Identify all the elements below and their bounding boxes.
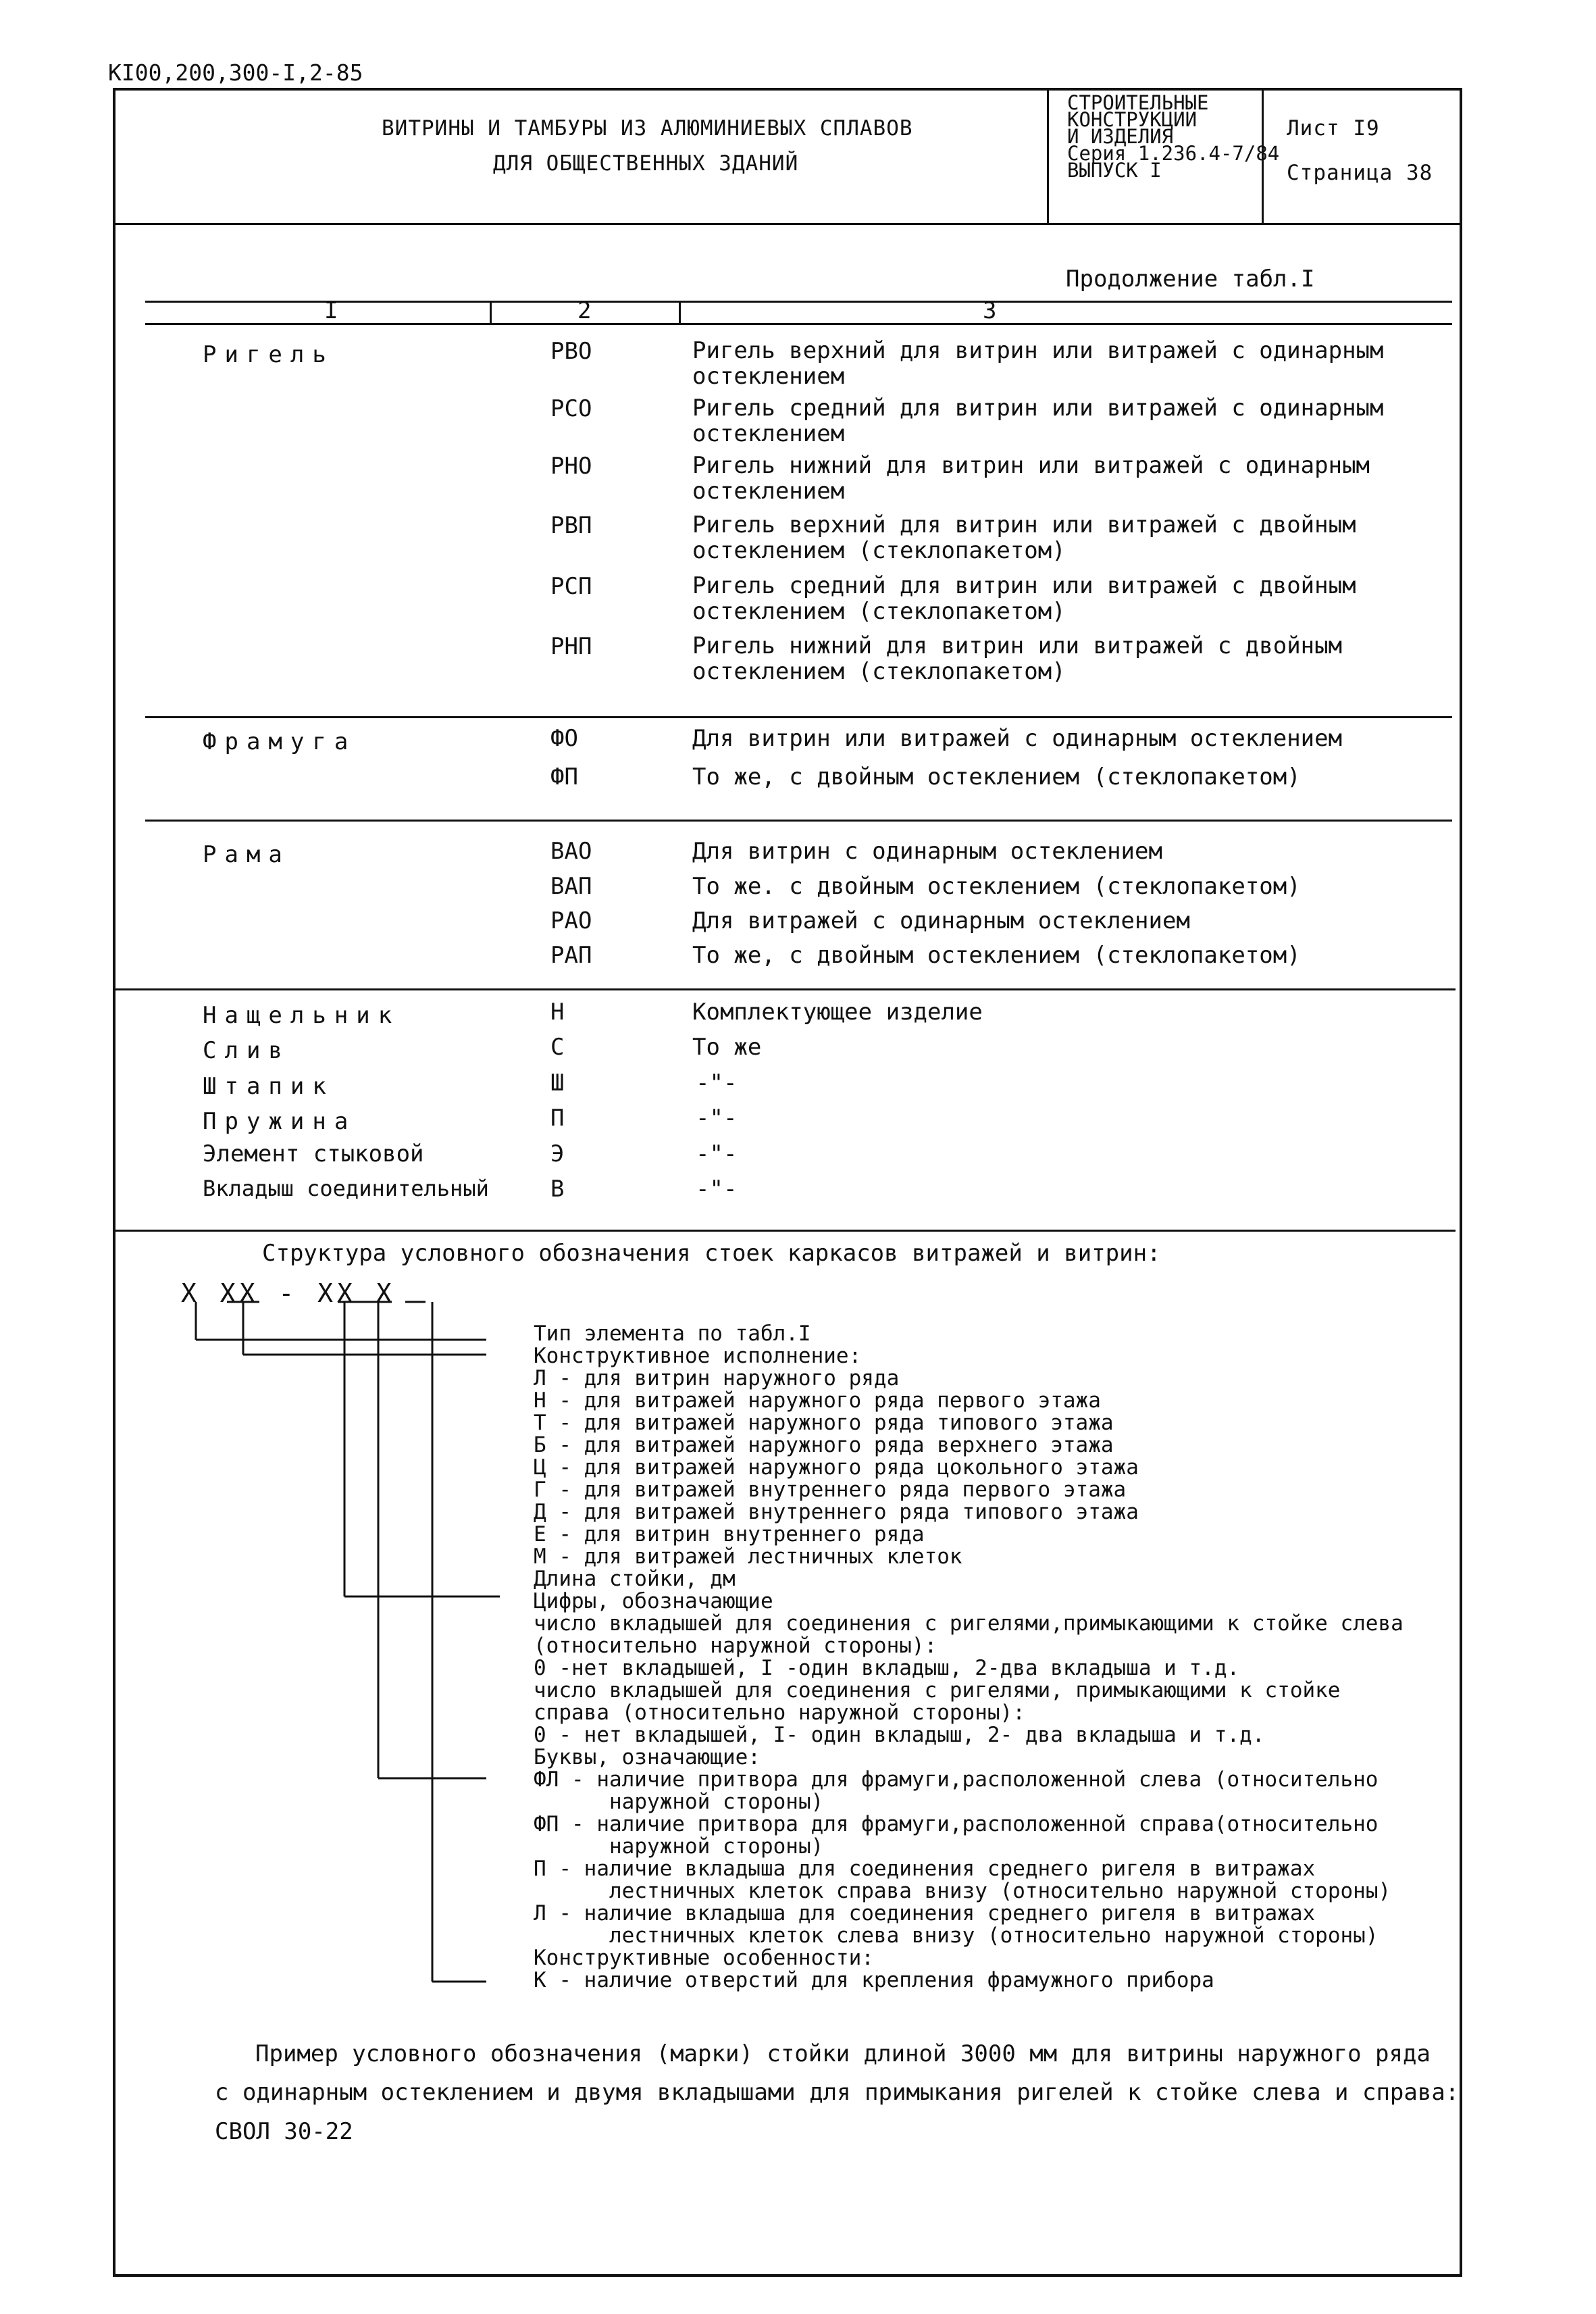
item-code: РАП [550, 942, 592, 969]
item-code: ВАО [550, 838, 592, 865]
example-line-3: СВОЛ 30-22 [215, 2118, 353, 2145]
item-description: То же, с двойным остеклением (стеклопакетом) [692, 763, 1301, 790]
item-code: ВАП [550, 873, 592, 900]
item-label: Пружина [203, 1108, 357, 1135]
item-code: РАО [550, 907, 592, 934]
legend-line: ФЛ - наличие притвора для фрамуги,расположенной слева (относительно [534, 1767, 1379, 1792]
group-separator [145, 716, 1452, 718]
item-code: РВП [550, 512, 592, 539]
series-line: Серия 1.236.4-7/84 [1067, 142, 1280, 165]
item-description: -"- [696, 1070, 738, 1097]
item-description: Для витрин с одинарным остеклением [692, 838, 1162, 865]
item-label: Штапик [203, 1073, 334, 1100]
item-description: Ригель нижний для витрин или витражей с одинарным остеклением [692, 452, 1370, 505]
item-code: РНО [550, 453, 592, 480]
legend-line: Длина стойки, дм [534, 1567, 736, 1591]
title-block-bottom-rule [113, 223, 1462, 225]
item-description: Ригель средний для витрин или витражей с одинарным остеклением [692, 395, 1384, 447]
legend-line: П - наличие вкладыша для соединения среднего ригеля в витражах [534, 1857, 1316, 1881]
legend-line: лестничных клеток слева внизу (относительно наружной стороны) [609, 1923, 1379, 1948]
legend-line: Цифры, обозначающие [534, 1589, 773, 1613]
legend-line: наружной стороны) [609, 1834, 824, 1859]
document-code: КI00,200,300-I,2-85 [108, 59, 363, 86]
table-header-bottom-rule [145, 323, 1452, 325]
column-number-2: 2 [577, 297, 592, 324]
legend-line: Н - для витражей наружного ряда первого этажа [534, 1388, 1101, 1413]
legend-line: М - для витражей лестничных клеток [534, 1544, 962, 1569]
title-line-1: ВИТРИНЫ И ТАМБУРЫ ИЗ АЛЮМИНИЕВЫХ СПЛАВОВ [382, 116, 913, 141]
item-code: Ш [550, 1070, 565, 1097]
item-description: То же [692, 1034, 762, 1061]
legend-line: число вкладышей для соединения с ригелями, примыкающими к стойке [534, 1678, 1341, 1703]
item-code: ФО [550, 725, 578, 752]
col-divider-1 [490, 301, 492, 325]
legend-line: ФП - наличие притвора для фрамуги,расположенной справа(относительно [534, 1812, 1379, 1836]
structure-legend [534, 1323, 1404, 1992]
table-header-top-rule [145, 301, 1452, 303]
item-description: Для витрин или витражей с одинарным остеклением [692, 725, 1343, 752]
legend-line: Г - для витражей внутреннего ряда первого этажа [534, 1478, 1127, 1502]
example-line-2: с одинарным остеклением и двумя вкладышами для примыкания ригелей к стойке слева и справа: [215, 2079, 1460, 2106]
legend-line: Д - для витражей внутреннего ряда типового этажа [534, 1500, 1139, 1524]
item-description: -"- [696, 1176, 738, 1203]
item-description: -"- [696, 1105, 738, 1132]
legend-line: Т - для витражей наружного ряда типового этажа [534, 1411, 1114, 1435]
group-label-rigel: Ригель [203, 341, 334, 368]
legend-line: Ц - для витражей наружного ряда цокольного этажа [534, 1455, 1139, 1480]
series-line: И ИЗДЕЛИЯ [1067, 125, 1174, 148]
structure-title: Структура условного обозначения стоек каркасов витражей и витрин: [262, 1240, 1161, 1267]
series-block [1067, 91, 1280, 182]
item-code: РСП [550, 573, 592, 600]
table-continuation-label: Продолжение табл.I [1066, 266, 1315, 293]
item-label: Вкладыш соединительный [203, 1176, 489, 1201]
legend-line: Конструктивные особенности: [534, 1946, 874, 1970]
legend-line: Конструктивное исполнение: [534, 1344, 862, 1368]
item-label: Слив [203, 1037, 290, 1064]
item-code: РСО [550, 395, 592, 422]
series-line: КОНСТРУКЦИИ [1067, 108, 1198, 131]
group-label-rama: Рама [203, 841, 290, 868]
item-code: С [550, 1034, 565, 1061]
column-number-3: 3 [983, 297, 997, 324]
table-bottom-rule [115, 1230, 1456, 1232]
group-separator [115, 988, 1456, 990]
item-code: ФП [550, 763, 578, 790]
item-description: То же. с двойным остеклением (стеклопакетом) [692, 873, 1301, 900]
legend-line: К - наличие отверстий для крепления фрамужного прибора [534, 1968, 1214, 1992]
series-line: ВЫПУСК I [1067, 159, 1162, 182]
legend-line: число вкладышей для соединения с ригелями,примыкающими к стойке слева [534, 1611, 1404, 1636]
legend-line: (относительно наружной стороны): [534, 1634, 937, 1658]
column-number-1: I [324, 297, 338, 324]
legend-line: Тип элемента по табл.I [534, 1322, 811, 1346]
legend-line: справа (относительно наружной стороны): [534, 1701, 1025, 1725]
legend-line: 0 - нет вкладышей, I- один вкладыш, 2- два вкладыша и т.д. [534, 1723, 1265, 1747]
legend-line: Буквы, означающие: [534, 1745, 761, 1769]
legend-line: Б - для витражей наружного ряда верхнего этажа [534, 1433, 1114, 1457]
title-line-2: ДЛЯ ОБЩЕСТВЕННЫХ ЗДАНИЙ [493, 151, 799, 176]
legend-line: Л - для витрин наружного ряда [534, 1366, 900, 1390]
item-description: Ригель средний для витрин или витражей с двойным остеклением (стеклопакетом) [692, 572, 1356, 625]
item-description: Комплектующее изделие [692, 999, 983, 1026]
legend-line: Л - наличие вкладыша для соединения среднего ригеля в витражах [534, 1901, 1316, 1926]
item-description: Ригель верхний для витрин или витражей с двойным остеклением (стеклопакетом) [692, 511, 1356, 564]
legend-line: наружной стороны) [609, 1790, 824, 1814]
item-code: П [550, 1105, 565, 1132]
example-line-1: Пример условного обозначения (марки) стойки длиной 3000 мм для витрины наружного ряда [255, 2040, 1431, 2067]
item-code: Э [550, 1140, 565, 1167]
legend-line: Е - для витрин внутреннего ряда [534, 1522, 925, 1546]
legend-line: лестничных клеток справа внизу (относительно наружной стороны) [609, 1879, 1391, 1903]
item-label: Нащельник [203, 1002, 401, 1029]
item-description: Для витражей с одинарным остеклением [692, 907, 1190, 934]
item-description: Ригель нижний для витрин или витражей с двойным остеклением (стеклопакетом) [692, 632, 1343, 685]
structure-connector-diagram [176, 1301, 527, 2003]
item-code: В [550, 1176, 565, 1203]
legend-line: 0 -нет вкладышей, I -один вкладыш, 2-два вкладыша и т.д. [534, 1656, 1240, 1680]
item-code: РНП [550, 633, 592, 660]
group-label-framuga: Фрамуга [203, 728, 357, 755]
page-number: Страница 38 [1287, 161, 1433, 185]
item-code: РВО [550, 338, 592, 365]
item-description: То же, с двойным остеклением (стеклопакетом) [692, 942, 1301, 969]
sheet-number: Лист I9 [1287, 116, 1380, 141]
item-description: Ригель верхний для витрин или витражей с одинарным остеклением [692, 337, 1384, 390]
item-label: Элемент стыковой [203, 1140, 424, 1167]
item-code: Н [550, 999, 565, 1026]
title-block-divider-1 [1047, 88, 1049, 223]
designation-pattern: Х ХХ - ХХ Х [181, 1278, 396, 1308]
item-description: -"- [696, 1140, 738, 1167]
group-separator [145, 820, 1452, 822]
series-line: СТРОИТЕЛЬНЫЕ [1067, 91, 1209, 114]
col-divider-2 [679, 301, 681, 325]
